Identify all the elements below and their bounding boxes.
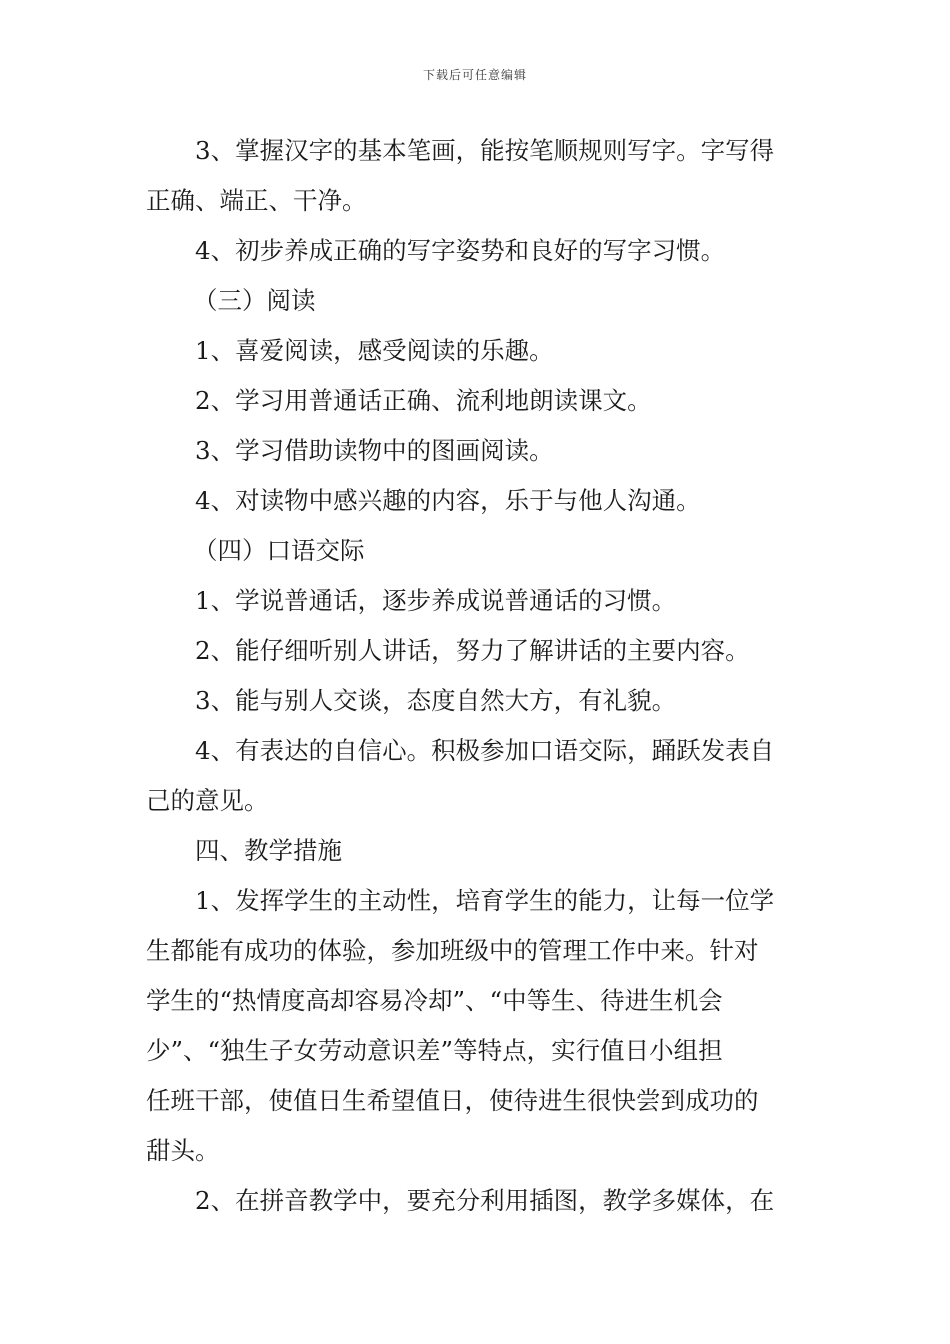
text-line: 生都能有成功的体验，参加班级中的管理工作中来。针对 xyxy=(146,936,759,965)
text-line: 少”、“独生子女劳动意识差”等特点，实行值日小组担 xyxy=(146,1036,723,1065)
section-heading: 四、教学措施 xyxy=(195,836,342,865)
text-line: 4、初步养成正确的写字姿势和良好的写字习惯。 xyxy=(195,236,726,265)
page-header: 下载后可任意编辑 xyxy=(422,68,527,82)
text-line: 正确、端正、干净。 xyxy=(146,186,367,215)
text-line: 3、学习借助读物中的图画阅读。 xyxy=(195,436,554,465)
text-line: 2、在拼音教学中，要充分利用插图，教学多媒体，在 xyxy=(195,1186,775,1215)
text-line: 4、对读物中感兴趣的内容，乐于与他人沟通。 xyxy=(195,486,701,515)
text-line: 1、喜爱阅读，感受阅读的乐趣。 xyxy=(195,336,554,365)
section-heading: （三）阅读 xyxy=(193,286,316,315)
text-line: 2、能仔细听别人讲话，努力了解讲话的主要内容。 xyxy=(195,636,750,665)
document-body xyxy=(146,126,808,1226)
section-heading: （四）口语交际 xyxy=(193,536,365,565)
text-line: 1、学说普通话，逐步养成说普通话的习惯。 xyxy=(195,586,677,615)
text-line: 2、学习用普通话正确、流利地朗读课文。 xyxy=(195,386,652,415)
text-line: 己的意见。 xyxy=(146,786,269,815)
text-line: 学生的“热情度高却容易冷却”、“中等生、待进生机会 xyxy=(146,986,723,1015)
text-line: 甜头。 xyxy=(146,1136,220,1165)
text-line: 任班干部，使值日生希望值日，使待进生很快尝到成功的 xyxy=(146,1086,759,1115)
text-line: 3、掌握汉字的基本笔画，能按笔顺规则写字。字写得 xyxy=(195,136,775,165)
text-line: 3、能与别人交谈，态度自然大方，有礼貌。 xyxy=(195,686,677,715)
text-line: 4、有表达的自信心。积极参加口语交际，踊跃发表自 xyxy=(195,736,775,765)
text-line: 1、发挥学生的主动性，培育学生的能力，让每一位学 xyxy=(195,886,775,915)
